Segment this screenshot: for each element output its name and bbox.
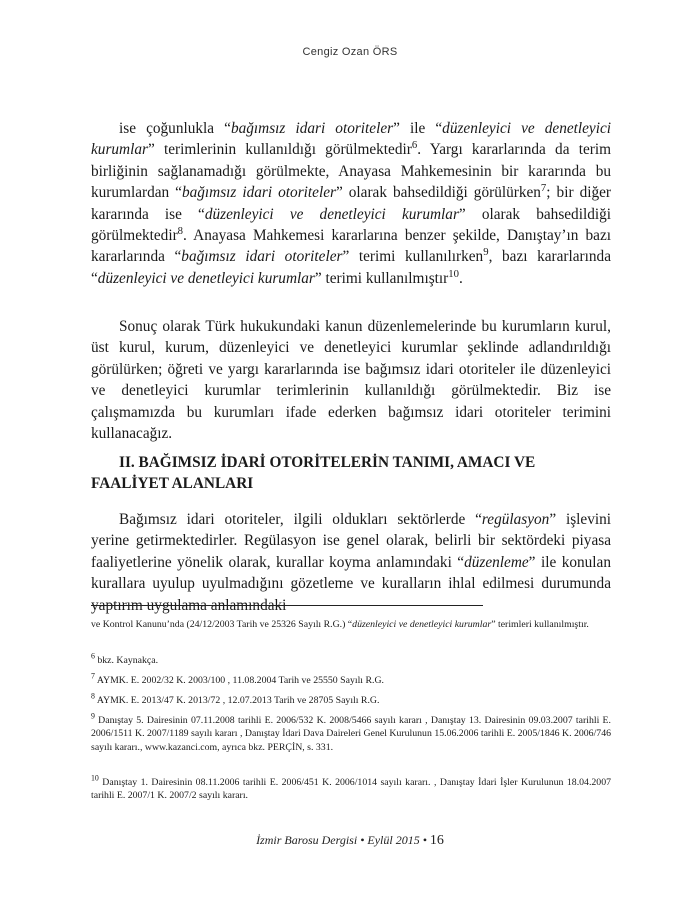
body-paragraph [91,118,611,289]
italic-term: regülasyon [481,511,550,528]
text-run: ” olarak bahsedildiği görülmektedir [91,205,612,245]
page-footer [0,833,700,849]
footnote-8 [91,691,611,707]
text-run: ; bir diğer kararında ise “ [91,184,611,223]
footer-separator: • [422,833,427,847]
text-run: ” ile “ [393,120,443,137]
paragraph-2: Sonuç olarak Türk hukukundaki kanun düzenlemelerinde bu kurumların kurul, üst kurul, kurum, düzenleyici ve denetleyici kurumlar şeklinde adlandırıldığı görülürken; öğreti ve yargı kararlarında ise bağımsız idari otoriteler ile düzenleyici ve denetleyici kurumlar terimlerinin kullanıldığı görülmektedir. Biz ise çalışmamızda bu kurumları ifade ederken bağımsız idari otoriteler terimini kullanacağız. [91,318,611,443]
footnote-10 [91,773,611,803]
text-run: ” olarak bahsedildiği görülürken [335,184,541,202]
paragraph-1 [91,118,611,289]
footnote-divider [91,605,483,606]
footer-journal: İzmir Barosu Dergisi [256,833,358,847]
italic-term: düzenleme [464,553,529,571]
running-head-author: Cengiz Ozan ÖRS [302,46,398,58]
text-run: AYMK. E. 2002/32 K. 2003/100 , 11.08.2004 Tarih ve 25550 Sayılı R.G. [94,675,384,686]
footnote-marker: 7 [540,182,547,195]
footer-date: Eylül 2015 [367,833,420,847]
italic-term: düzenleyici ve denetleyici kurumlar [91,120,612,159]
text-run: ” terimlerinin kullanıldığı görülmektedir [147,141,412,159]
footnote-marker: 10 [448,267,459,280]
footnote-9 [91,711,611,754]
text-run: Danıştay 5. Dairesinin 07.11.2008 tarihli E. 2006/532 K. 2008/5466 sayılı kararı , Danıştay 13. Dairesinin 09.03.2007 tarihli E. 2006/1511 K. 2007/1189 sayılı kararı , Danıştay İdari Dava Daireleri Genel Kurulunun 15.06.2006 tarihli E. 2005/1846 K. 2006/746 sayılı kararı., www.kazanci.com, ayrıca bkz. PERÇİN, s. 331. [91,715,611,753]
text-run: . [458,269,463,287]
footnote-marker: 7 [91,671,95,681]
text-run: . Anayasa Mahkemesi kararlarına benzer şekilde, Danıştay’ın bazı kararlarında “ [91,227,611,266]
text-run: ” ile konulan kurallara uyulup uyulmadığını gözetleme ve kuralların ihlal edilmesi durumunda yaptırım uygulama anlamındaki [91,553,611,614]
italic-term: düzenleyici ve denetleyici kurumlar [352,619,492,630]
section-heading: II. BAĞIMSIZ İDARİ OTORİTELERİN TANIMI, AMACI VE FAALİYET ALANLARI [91,454,536,493]
text-run: Danıştay 1. Dairesinin 08.11.2006 tarihli E. 2006/451 K. 2006/1014 sayılı kararı. , Danıştay İdari İşler Kurulunun 18.04.2007 tarihli E. 2007/1 K. 2007/2 sayılı kararı. [91,777,611,802]
text-run: bkz. Kaynakça. [94,655,159,666]
text-run: ise çoğunlukla “ [119,120,231,137]
footnote-marker: 10 [91,773,99,783]
footnote-marker: 6 [411,139,418,152]
italic-term: düzenleyici ve denetleyici kurumlar [97,269,315,287]
text-run: ” terimi kullanılmıştır [314,269,449,287]
text-run: Bağımsız idari otoriteler, ilgili oldukları sektörlerde “ [119,511,482,528]
italic-term: bağımsız idari otoriteler [181,184,336,202]
italic-term: bağımsız idari otoriteler [230,120,394,137]
text-run: AYMK. E. 2013/47 K. 2013/72 , 12.07.2013 Tarih ve 28705 Sayılı R.G. [94,695,380,706]
text-run: . Yargı kararlarında da terim birliğinin sağlanamadığı görülmekte, Anayasa Mahkemesinin bir kararında bu kurumlardan “ [91,141,611,202]
italic-term: düzenleyici ve denetleyici kurumlar [204,205,459,223]
body-paragraph [91,509,611,616]
paragraph-3 [91,509,611,616]
text-run: ” terimleri kullanılmıştır. [491,619,589,630]
body-paragraph [91,316,611,444]
footer-separator: • [360,833,365,847]
text-run: , bazı kararlarında “ [91,248,611,287]
footnote-marker: 8 [91,691,95,701]
footnote-marker: 8 [177,224,184,237]
footnote-7 [91,671,611,687]
footnote-6 [91,651,611,667]
footnote-marker: 6 [91,651,95,661]
text-run: ve Kontrol Kanunu’nda (24/12/2003 Tarih ve 25326 Sayılı R.G.) “ [91,619,353,630]
footnote-marker: 9 [91,711,95,721]
italic-term: bağımsız idari otoriteler [181,248,343,266]
page-number: 16 [429,833,444,848]
text-run: ” işlevini yerine getirmektedirler. Regülasyon ise genel olarak, belirli bir sektördeki piyasa faaliyetlerine yönelik olarak, kurallar koyma anlamındaki “ [91,511,611,571]
footnote-marker: 9 [483,246,489,259]
footnote-continuation [91,618,611,631]
text-run: ” terimi kullanılırken [342,248,484,266]
